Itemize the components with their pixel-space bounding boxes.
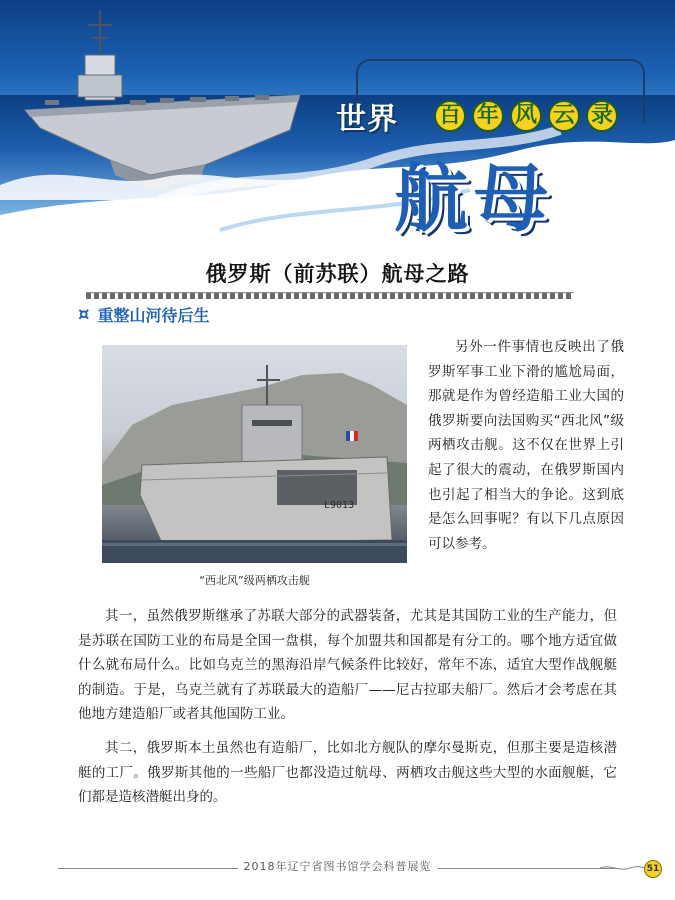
century-char: 百 [434, 100, 466, 132]
ship-photo-drawing [102, 345, 407, 563]
banner-title-century [434, 100, 618, 132]
page-number: 51 [644, 860, 662, 878]
footer-text-row [0, 858, 675, 874]
paragraph-1: 其一，虽然俄罗斯继承了苏联大部分的武器装备，尤其是其国防工业的生产能力，但是苏联在国防工业的布局是全国一盘棋，每个加盟共和国都是有分工的。哪个地方适宜做什么就布局什么。比如乌克兰的黑海沿岸气候条件比较好，常年不冻，适宜大型作战舰艇的制造。于是，乌克兰就有了苏联最大的造船厂——尼古拉耶夫船厂。然后才会考虑在其他地方建造船厂或者其他国防工业。 [78, 608, 617, 723]
century-char: 风 [510, 100, 542, 132]
century-char: 录 [586, 100, 618, 132]
article-title: 俄罗斯（前苏联）航母之路 [205, 262, 470, 286]
section-heading [78, 303, 209, 326]
banner-title-world: 世界 [336, 102, 398, 137]
title-divider [86, 292, 574, 299]
century-char: 云 [548, 100, 580, 132]
photo-hull-number: L9013 [324, 500, 355, 511]
side-paragraph: 另外一件事情也反映出了俄罗斯军事工业下滑的尴尬局面，那就是作为曾经造船工业大国的俄罗斯要向法国购买“西北风”级两栖攻击舰。这不仅在世界上引起了很大的震动，在俄罗斯国内也引起了相当大的争论。这到底是怎么回事呢？有以下几点原因可以参考。 [428, 339, 624, 552]
header-banner [0, 0, 675, 250]
footer-ornament [600, 864, 644, 872]
section-heading-text: 重整山河待后生 [97, 306, 210, 325]
paragraph-2: 其二，俄罗斯本土虽然也有造船厂，比如北方舰队的摩尔曼斯克，但那主要是造核潜艇的工厂。俄罗斯其他的一些船厂也都没造过航母、两栖攻击舰这些大型的水面舰艇，它们都是造核潜艇出身的。 [78, 740, 617, 806]
amphibious-assault-ship-photo [102, 345, 407, 563]
photo-caption: “西北风”级两栖攻击舰 [199, 574, 310, 587]
century-char: 年 [472, 100, 504, 132]
currency-sign-icon: ¤ [78, 304, 90, 325]
banner-title-carrier: 航母 [394, 156, 554, 242]
footer-text: 2018年辽宁省图书馆学会科普展览 [238, 860, 438, 873]
